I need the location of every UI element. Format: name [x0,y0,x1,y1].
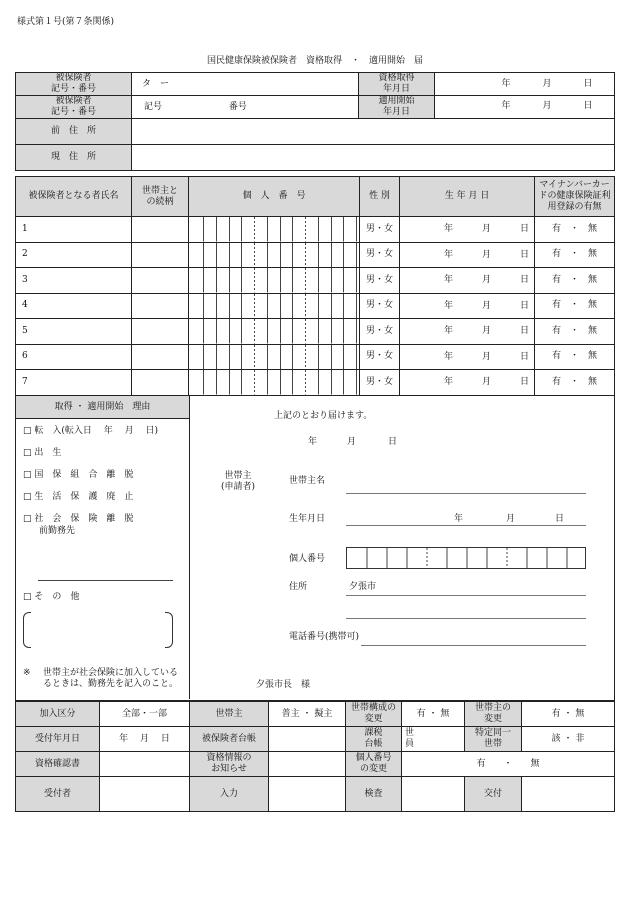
members-table [15,176,615,396]
member-row-no: 6 [22,351,28,362]
notice-label: 資格情報の お知らせ [190,752,269,777]
reasons-header: 取得 ・ 適用開始 理由 [16,396,189,419]
member-row [16,370,615,396]
member-relation-field[interactable] [132,268,189,294]
member-row [16,268,615,294]
hh-type-value[interactable]: 普主 ・ 擬主 [269,702,346,727]
hh-phone-field[interactable] [361,644,586,646]
reason-other[interactable]: □ そ の 他 [23,592,80,602]
member-row [16,242,615,268]
member-personal-no-field[interactable] [189,344,360,370]
check-label: 検査 [346,777,402,812]
apply-date-label: 適用開始 年月日 [359,96,435,119]
member-row-no: 2 [22,249,28,260]
reason-welfare-end[interactable]: □ 生 活 保 護 廃 止 [23,492,134,502]
enroll-value[interactable]: 全部・一部 [100,702,190,727]
note-text: 世帯主が社会保険に加入している るときは、勤務先を記入のこと。 [43,668,179,689]
cert-label: 資格確認書 [16,752,100,777]
form-number: 様式第１号(第７条関係) [17,17,115,27]
member-mynumber-status[interactable]: 有 ・ 無 [535,293,615,319]
member-personal-no-field[interactable] [189,268,360,294]
member-name-field[interactable] [16,268,132,294]
input-label: 入力 [190,777,269,812]
hh-name-label: 世帯主名 [289,476,326,486]
header-table [15,72,615,171]
receiver-field[interactable] [100,777,190,812]
insured-no-field-1[interactable] [132,73,359,96]
member-gender[interactable]: 男・女 [360,217,400,243]
member-name-field[interactable] [16,319,132,345]
col-personal-no-header: 個 人 番 号 [189,177,360,217]
member-gender[interactable]: 男・女 [360,293,400,319]
check-field[interactable] [402,777,465,812]
input-field[interactable] [269,777,346,812]
acq-date-field[interactable]: 年 月 日 [435,73,615,96]
member-birth-field[interactable]: 年 月 日 [400,293,535,319]
apply-date-field[interactable]: 年 月 日 [435,96,615,119]
member-birth-field[interactable]: 年 月 日 [400,268,535,294]
col-birth-header: 生 年 月 日 [400,177,535,217]
issue-field[interactable] [522,777,615,812]
curr-address-label: 現 住 所 [16,145,132,171]
member-row-no: 7 [22,376,28,387]
hh-address-label: 住所 [289,582,308,592]
member-relation-field[interactable] [132,293,189,319]
member-row [16,293,615,319]
member-mynumber-status[interactable]: 有 ・ 無 [535,319,615,345]
personal-no-grid [189,319,360,344]
ledger-label: 被保険者台帳 [190,727,269,752]
notice-field[interactable] [269,752,346,777]
member-personal-no-field[interactable] [189,217,360,243]
addressee: 夕張市長 様 [256,680,311,690]
member-personal-no-field[interactable] [189,319,360,345]
member-birth-field[interactable]: 年 月 日 [400,217,535,243]
member-personal-no-field[interactable] [189,242,360,268]
member-relation-field[interactable] [132,370,189,396]
member-row-no: 4 [22,300,28,311]
personal-no-grid [189,370,360,395]
member-birth-field[interactable]: 年 月 日 [400,370,535,396]
hh-personal-no-grid [347,548,585,568]
hh-personal-no-label: 個人番号 [289,554,326,564]
member-mynumber-status[interactable]: 有 ・ 無 [535,268,615,294]
hh-personal-no-field[interactable] [346,547,586,569]
pn-change-label: 個人番号 の変更 [346,752,402,777]
member-name-field[interactable] [16,370,132,396]
specific-hh-label: 特定同一 世帯 [465,727,522,752]
hh-birth-field[interactable] [346,524,586,526]
symbol-number-field[interactable]: 記号 番号 [132,96,359,119]
member-name-field[interactable] [16,293,132,319]
acq-date-label: 資格取得 年月日 [359,73,435,96]
form-title: 国民健康保険被保険者 資格取得 ・ 適用開始 届 [206,56,423,66]
hh-phone-label: 電話番号(携帯可) [289,632,360,642]
personal-no-grid [189,294,360,319]
insured-no-label-1: 被保険者 記号・番号 [16,73,132,96]
other-bracket-right [165,612,173,648]
personal-no-grid [189,268,360,293]
reason-transfer[interactable]: □ 転 入(転入日 年 月 日) [23,426,158,436]
issue-label: 交付 [465,777,522,812]
cert-field[interactable] [100,752,190,777]
member-row [16,217,615,243]
member-row-no: 5 [22,325,28,336]
member-relation-field[interactable] [132,344,189,370]
insured-no-value-1: タ ー [142,78,170,89]
personal-no-grid [189,345,360,370]
prev-employer-label: 前勤務先 [39,526,76,536]
hh-address-line-1[interactable] [346,594,586,596]
col-gender-header: 性 別 [360,177,400,217]
hh-address-line-2[interactable] [346,617,586,619]
specific-hh-value[interactable]: 該 ・ 非 [522,727,615,752]
prev-address-label: 前 住 所 [16,119,132,145]
col-mynumber-header: マイナンバーカー ドの健康保険証利 用登録の有無 [535,177,615,217]
curr-address-field[interactable] [132,145,615,171]
tax-ledger-value[interactable]: 世 員 [402,727,465,752]
other-reason-field[interactable] [31,612,165,648]
hh-name-field[interactable] [346,492,586,494]
received-date-value[interactable]: 年 月 日 [100,727,190,752]
personal-no-grid [189,217,360,242]
col-name-header: 被保険者となる者氏名 [16,177,132,217]
tax-ledger-label: 課税 台帳 [346,727,402,752]
member-personal-no-field[interactable] [189,293,360,319]
hh-change-label: 世帯主の 変更 [465,702,522,727]
hh-birth-label: 生年月日 [289,514,326,524]
member-birth-field[interactable]: 年 月 日 [400,242,535,268]
member-row [16,319,615,345]
received-date-label: 受付年月日 [16,727,100,752]
declaration: 上記のとおり届けます。 [274,411,373,421]
member-gender[interactable]: 男・女 [360,370,400,396]
composition-label: 世帯構成の 変更 [346,702,402,727]
member-gender[interactable]: 男・女 [360,319,400,345]
insured-no-label-2: 被保険者 記号・番号 [16,96,132,119]
member-name-field[interactable] [16,242,132,268]
member-gender[interactable]: 男・女 [360,268,400,294]
office-table [15,701,615,812]
householder-label: 世帯主 (申請者) [221,471,256,492]
hh-address-value: 夕張市 [349,582,377,592]
enroll-label: 加入区分 [16,702,100,727]
member-gender[interactable]: 男・女 [360,344,400,370]
hh-type-label: 世帯主 [190,702,269,727]
member-row-no: 3 [22,274,28,285]
note-mark: ※ [23,668,31,678]
col-relation-header: 世帯主と の続柄 [132,177,189,217]
reason-social-ins-exit[interactable]: □ 社 会 保 険 離 脱 [23,514,134,524]
receiver-label: 受付者 [16,777,100,812]
member-relation-field[interactable] [132,319,189,345]
other-bracket-left [23,612,31,648]
member-row-no: 1 [22,223,28,234]
reason-birth[interactable]: □ 出 生 [23,448,62,458]
personal-no-grid [189,243,360,268]
member-mynumber-status[interactable]: 有 ・ 無 [535,242,615,268]
member-birth-field[interactable]: 年 月 日 [400,344,535,370]
ledger-field[interactable] [269,727,346,752]
member-mynumber-status[interactable]: 有 ・ 無 [535,217,615,243]
member-name-field[interactable] [16,344,132,370]
prev-employer-line[interactable] [38,580,173,581]
member-personal-no-field[interactable] [189,370,360,396]
member-mynumber-status[interactable]: 有 ・ 無 [535,344,615,370]
hh-change-value[interactable]: 有 ・ 無 [522,702,615,727]
composition-value[interactable]: 有 ・ 無 [402,702,465,727]
member-row [16,344,615,370]
member-birth-field[interactable]: 年 月 日 [400,319,535,345]
member-gender[interactable]: 男・女 [360,242,400,268]
reasons-block: 取得 ・ 適用開始 理由 □ 転 入(転入日 年 月 日) □ 出 生 □ 国 保 組 合 離 脱 □ 生 活 保 護 廃 止 □ 社 会 保 険 離 脱 前勤務先 □ そ の 他 ※ 世帯主が社会保険に加入している るときは、勤務先を記入のこと。 上記のとおり届けます。 年 月 日 世帯主 (申請者) 世帯主名 生年月日 年 月 日 個人番号 住所 夕張市 電話番号(携帯可) 夕張市長 様 [15,396,615,701]
member-mynumber-status[interactable]: 有 ・ 無 [535,370,615,396]
member-relation-field[interactable] [132,217,189,243]
pn-change-value[interactable]: 有 ・ 無 [402,752,615,777]
prev-address-field[interactable] [132,119,615,145]
member-relation-field[interactable] [132,242,189,268]
reason-union-exit[interactable]: □ 国 保 組 合 離 脱 [23,470,134,480]
member-name-field[interactable] [16,217,132,243]
